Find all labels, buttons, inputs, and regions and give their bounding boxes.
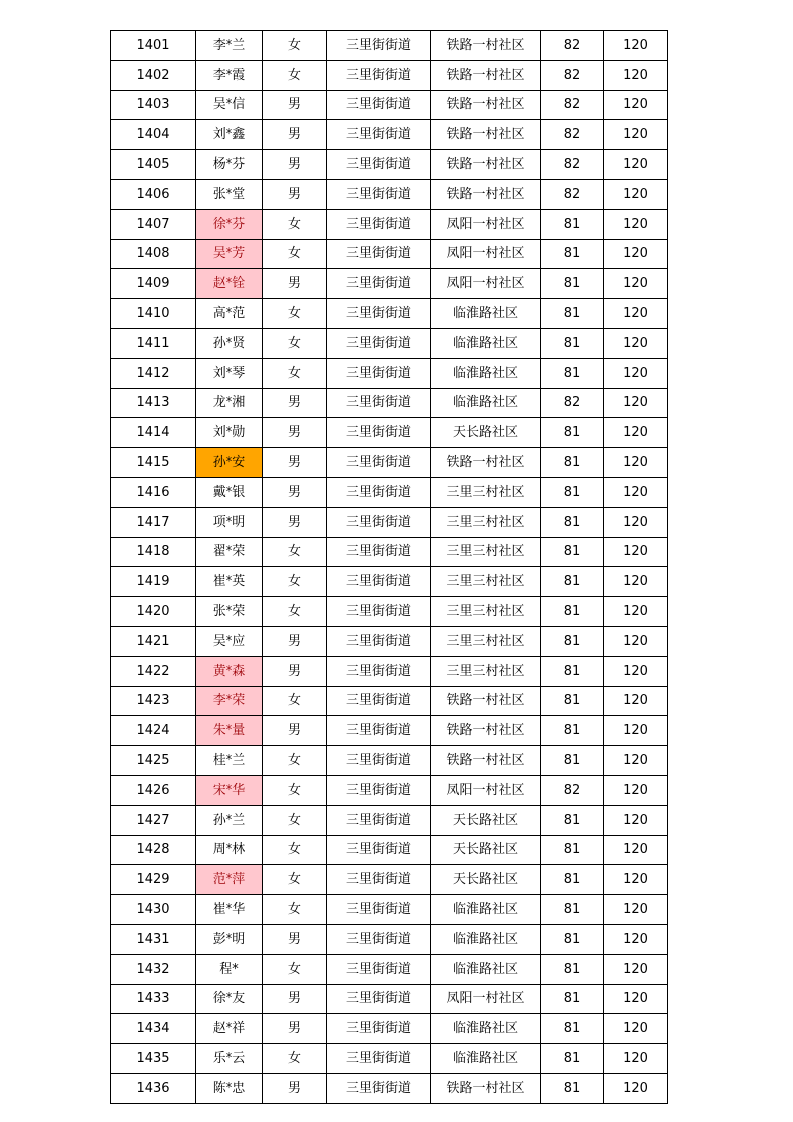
table-row [111, 984, 668, 1014]
table-row [111, 328, 668, 358]
street-cell: 三里街街道 [327, 299, 431, 329]
community-cell: 天长路社区 [431, 418, 541, 448]
table-row [111, 835, 668, 865]
name-cell: 徐*友 [196, 984, 263, 1014]
table-row [111, 746, 668, 776]
name-cell: 李*霞 [196, 60, 263, 90]
gender-cell: 女 [263, 328, 327, 358]
row-number-cell: 1431 [111, 924, 196, 954]
row-number-cell: 1419 [111, 567, 196, 597]
age-cell: 81 [541, 835, 604, 865]
amount-cell: 120 [604, 984, 668, 1014]
amount-cell: 120 [604, 209, 668, 239]
age-cell: 82 [541, 179, 604, 209]
row-number-cell: 1429 [111, 865, 196, 895]
age-cell: 81 [541, 746, 604, 776]
row-number-cell: 1405 [111, 150, 196, 180]
row-number-cell: 1404 [111, 120, 196, 150]
name-cell: 孙*贤 [196, 328, 263, 358]
street-cell: 三里街街道 [327, 656, 431, 686]
community-cell: 三里三村社区 [431, 537, 541, 567]
table-row [111, 448, 668, 478]
community-cell: 铁路一村社区 [431, 150, 541, 180]
row-number-cell: 1425 [111, 746, 196, 776]
gender-cell: 男 [263, 150, 327, 180]
community-cell: 三里三村社区 [431, 626, 541, 656]
table-row [111, 120, 668, 150]
street-cell: 三里街街道 [327, 954, 431, 984]
gender-cell: 女 [263, 31, 327, 61]
gender-cell: 女 [263, 537, 327, 567]
name-cell: 张*堂 [196, 179, 263, 209]
age-cell: 82 [541, 388, 604, 418]
amount-cell: 120 [604, 418, 668, 448]
table-row [111, 537, 668, 567]
street-cell: 三里街街道 [327, 835, 431, 865]
table-row [111, 567, 668, 597]
table-row [111, 507, 668, 537]
street-cell: 三里街街道 [327, 31, 431, 61]
table-row [111, 865, 668, 895]
gender-cell: 女 [263, 1044, 327, 1074]
table-row [111, 1014, 668, 1044]
amount-cell: 120 [604, 448, 668, 478]
street-cell: 三里街街道 [327, 120, 431, 150]
amount-cell: 120 [604, 150, 668, 180]
street-cell: 三里街街道 [327, 597, 431, 627]
age-cell: 81 [541, 269, 604, 299]
gender-cell: 女 [263, 567, 327, 597]
community-cell: 天长路社区 [431, 835, 541, 865]
community-cell: 铁路一村社区 [431, 1073, 541, 1103]
name-cell: 吴*信 [196, 90, 263, 120]
table-row [111, 954, 668, 984]
table-row [111, 805, 668, 835]
gender-cell: 男 [263, 120, 327, 150]
amount-cell: 120 [604, 90, 668, 120]
community-cell: 铁路一村社区 [431, 746, 541, 776]
street-cell: 三里街街道 [327, 507, 431, 537]
street-cell: 三里街街道 [327, 60, 431, 90]
gender-cell: 女 [263, 209, 327, 239]
age-cell: 81 [541, 656, 604, 686]
gender-cell: 男 [263, 924, 327, 954]
community-cell: 临淮路社区 [431, 924, 541, 954]
name-cell: 程* [196, 954, 263, 984]
community-cell: 铁路一村社区 [431, 90, 541, 120]
street-cell: 三里街街道 [327, 150, 431, 180]
table-row [111, 90, 668, 120]
table-row [111, 60, 668, 90]
name-cell: 刘*琴 [196, 358, 263, 388]
community-cell: 铁路一村社区 [431, 31, 541, 61]
name-cell: 吴*应 [196, 626, 263, 656]
gender-cell: 女 [263, 954, 327, 984]
row-number-cell: 1417 [111, 507, 196, 537]
table-row [111, 1044, 668, 1074]
community-cell: 凤阳一村社区 [431, 984, 541, 1014]
gender-cell: 女 [263, 835, 327, 865]
amount-cell: 120 [604, 865, 668, 895]
community-cell: 凤阳一村社区 [431, 775, 541, 805]
street-cell: 三里街街道 [327, 328, 431, 358]
amount-cell: 120 [604, 269, 668, 299]
amount-cell: 120 [604, 388, 668, 418]
name-cell: 周*林 [196, 835, 263, 865]
age-cell: 81 [541, 984, 604, 1014]
amount-cell: 120 [604, 537, 668, 567]
amount-cell: 120 [604, 954, 668, 984]
community-cell: 铁路一村社区 [431, 120, 541, 150]
row-number-cell: 1422 [111, 656, 196, 686]
table-row [111, 656, 668, 686]
street-cell: 三里街街道 [327, 1073, 431, 1103]
name-cell: 桂*兰 [196, 746, 263, 776]
row-number-cell: 1433 [111, 984, 196, 1014]
amount-cell: 120 [604, 477, 668, 507]
street-cell: 三里街街道 [327, 716, 431, 746]
age-cell: 81 [541, 239, 604, 269]
community-cell: 临淮路社区 [431, 1044, 541, 1074]
row-number-cell: 1406 [111, 179, 196, 209]
age-cell: 81 [541, 597, 604, 627]
age-cell: 81 [541, 537, 604, 567]
community-cell: 临淮路社区 [431, 895, 541, 925]
street-cell: 三里街街道 [327, 1044, 431, 1074]
age-cell: 81 [541, 507, 604, 537]
name-cell: 朱*量 [196, 716, 263, 746]
gender-cell: 女 [263, 895, 327, 925]
community-cell: 铁路一村社区 [431, 716, 541, 746]
table-row [111, 597, 668, 627]
street-cell: 三里街街道 [327, 686, 431, 716]
table-row [111, 299, 668, 329]
table-row [111, 179, 668, 209]
row-number-cell: 1424 [111, 716, 196, 746]
community-cell: 天长路社区 [431, 805, 541, 835]
amount-cell: 120 [604, 507, 668, 537]
gender-cell: 男 [263, 448, 327, 478]
street-cell: 三里街街道 [327, 626, 431, 656]
age-cell: 81 [541, 299, 604, 329]
street-cell: 三里街街道 [327, 358, 431, 388]
age-cell: 81 [541, 477, 604, 507]
row-number-cell: 1423 [111, 686, 196, 716]
street-cell: 三里街街道 [327, 567, 431, 597]
amount-cell: 120 [604, 1044, 668, 1074]
age-cell: 82 [541, 120, 604, 150]
table-row [111, 895, 668, 925]
name-cell: 范*萍 [196, 865, 263, 895]
name-cell: 戴*银 [196, 477, 263, 507]
community-cell: 临淮路社区 [431, 1014, 541, 1044]
gender-cell: 男 [263, 179, 327, 209]
street-cell: 三里街街道 [327, 865, 431, 895]
street-cell: 三里街街道 [327, 775, 431, 805]
row-number-cell: 1415 [111, 448, 196, 478]
name-cell: 翟*荣 [196, 537, 263, 567]
age-cell: 81 [541, 626, 604, 656]
table-row [111, 239, 668, 269]
gender-cell: 男 [263, 418, 327, 448]
gender-cell: 女 [263, 746, 327, 776]
table-row [111, 150, 668, 180]
row-number-cell: 1407 [111, 209, 196, 239]
community-cell: 天长路社区 [431, 865, 541, 895]
gender-cell: 男 [263, 388, 327, 418]
age-cell: 82 [541, 150, 604, 180]
table-row [111, 358, 668, 388]
name-cell: 赵*铨 [196, 269, 263, 299]
gender-cell: 男 [263, 1014, 327, 1044]
age-cell: 81 [541, 418, 604, 448]
table-row [111, 477, 668, 507]
gender-cell: 男 [263, 626, 327, 656]
row-number-cell: 1413 [111, 388, 196, 418]
gender-cell: 男 [263, 1073, 327, 1103]
name-cell: 刘*勋 [196, 418, 263, 448]
gender-cell: 女 [263, 60, 327, 90]
name-cell: 乐*云 [196, 1044, 263, 1074]
community-cell: 三里三村社区 [431, 656, 541, 686]
age-cell: 82 [541, 60, 604, 90]
street-cell: 三里街街道 [327, 477, 431, 507]
row-number-cell: 1435 [111, 1044, 196, 1074]
gender-cell: 男 [263, 507, 327, 537]
table-row [111, 209, 668, 239]
row-number-cell: 1434 [111, 1014, 196, 1044]
amount-cell: 120 [604, 179, 668, 209]
name-cell: 孙*兰 [196, 805, 263, 835]
amount-cell: 120 [604, 835, 668, 865]
row-number-cell: 1426 [111, 775, 196, 805]
community-cell: 三里三村社区 [431, 567, 541, 597]
gender-cell: 女 [263, 239, 327, 269]
age-cell: 81 [541, 895, 604, 925]
street-cell: 三里街街道 [327, 924, 431, 954]
age-cell: 81 [541, 954, 604, 984]
row-number-cell: 1412 [111, 358, 196, 388]
gender-cell: 男 [263, 90, 327, 120]
age-cell: 81 [541, 358, 604, 388]
community-cell: 凤阳一村社区 [431, 269, 541, 299]
street-cell: 三里街街道 [327, 388, 431, 418]
street-cell: 三里街街道 [327, 90, 431, 120]
age-cell: 81 [541, 686, 604, 716]
table-row [111, 716, 668, 746]
street-cell: 三里街街道 [327, 895, 431, 925]
community-cell: 临淮路社区 [431, 299, 541, 329]
community-cell: 临淮路社区 [431, 328, 541, 358]
street-cell: 三里街街道 [327, 239, 431, 269]
name-cell: 宋*华 [196, 775, 263, 805]
row-number-cell: 1420 [111, 597, 196, 627]
name-cell: 崔*英 [196, 567, 263, 597]
row-number-cell: 1418 [111, 537, 196, 567]
community-cell: 临淮路社区 [431, 358, 541, 388]
name-cell: 孙*安 [196, 448, 263, 478]
row-number-cell: 1403 [111, 90, 196, 120]
amount-cell: 120 [604, 299, 668, 329]
name-cell: 李*兰 [196, 31, 263, 61]
name-cell: 高*范 [196, 299, 263, 329]
name-cell: 崔*华 [196, 895, 263, 925]
amount-cell: 120 [604, 1014, 668, 1044]
street-cell: 三里街街道 [327, 1014, 431, 1044]
row-number-cell: 1436 [111, 1073, 196, 1103]
community-cell: 凤阳一村社区 [431, 239, 541, 269]
table-row [111, 418, 668, 448]
row-number-cell: 1421 [111, 626, 196, 656]
age-cell: 81 [541, 716, 604, 746]
table-row [111, 1073, 668, 1103]
row-number-cell: 1432 [111, 954, 196, 984]
community-cell: 临淮路社区 [431, 388, 541, 418]
amount-cell: 120 [604, 567, 668, 597]
age-cell: 81 [541, 805, 604, 835]
amount-cell: 120 [604, 597, 668, 627]
row-number-cell: 1416 [111, 477, 196, 507]
gender-cell: 女 [263, 597, 327, 627]
name-cell: 赵*祥 [196, 1014, 263, 1044]
age-cell: 81 [541, 1073, 604, 1103]
gender-cell: 男 [263, 656, 327, 686]
row-number-cell: 1427 [111, 805, 196, 835]
row-number-cell: 1409 [111, 269, 196, 299]
amount-cell: 120 [604, 31, 668, 61]
street-cell: 三里街街道 [327, 209, 431, 239]
row-number-cell: 1408 [111, 239, 196, 269]
row-number-cell: 1428 [111, 835, 196, 865]
gender-cell: 女 [263, 775, 327, 805]
table-row [111, 626, 668, 656]
name-cell: 彭*明 [196, 924, 263, 954]
community-cell: 铁路一村社区 [431, 60, 541, 90]
amount-cell: 120 [604, 1073, 668, 1103]
amount-cell: 120 [604, 358, 668, 388]
community-cell: 临淮路社区 [431, 954, 541, 984]
name-cell: 项*明 [196, 507, 263, 537]
gender-cell: 男 [263, 716, 327, 746]
table-row [111, 269, 668, 299]
age-cell: 82 [541, 90, 604, 120]
community-cell: 三里三村社区 [431, 597, 541, 627]
amount-cell: 120 [604, 746, 668, 776]
street-cell: 三里街街道 [327, 179, 431, 209]
community-cell: 铁路一村社区 [431, 448, 541, 478]
street-cell: 三里街街道 [327, 746, 431, 776]
age-cell: 82 [541, 775, 604, 805]
age-cell: 81 [541, 328, 604, 358]
community-cell: 三里三村社区 [431, 477, 541, 507]
age-cell: 81 [541, 865, 604, 895]
street-cell: 三里街街道 [327, 448, 431, 478]
age-cell: 81 [541, 209, 604, 239]
gender-cell: 女 [263, 805, 327, 835]
community-cell: 铁路一村社区 [431, 179, 541, 209]
amount-cell: 120 [604, 626, 668, 656]
subsidy-roster-table [110, 30, 668, 1104]
gender-cell: 女 [263, 299, 327, 329]
age-cell: 81 [541, 1044, 604, 1074]
row-number-cell: 1401 [111, 31, 196, 61]
amount-cell: 120 [604, 656, 668, 686]
row-number-cell: 1414 [111, 418, 196, 448]
name-cell: 陈*忠 [196, 1073, 263, 1103]
name-cell: 李*荣 [196, 686, 263, 716]
gender-cell: 男 [263, 477, 327, 507]
table-row [111, 31, 668, 61]
row-number-cell: 1402 [111, 60, 196, 90]
community-cell: 三里三村社区 [431, 507, 541, 537]
name-cell: 徐*芬 [196, 209, 263, 239]
amount-cell: 120 [604, 924, 668, 954]
age-cell: 81 [541, 1014, 604, 1044]
street-cell: 三里街街道 [327, 269, 431, 299]
amount-cell: 120 [604, 328, 668, 358]
gender-cell: 女 [263, 686, 327, 716]
row-number-cell: 1410 [111, 299, 196, 329]
name-cell: 黄*森 [196, 656, 263, 686]
amount-cell: 120 [604, 775, 668, 805]
name-cell: 刘*鑫 [196, 120, 263, 150]
gender-cell: 男 [263, 269, 327, 299]
row-number-cell: 1411 [111, 328, 196, 358]
gender-cell: 男 [263, 984, 327, 1014]
age-cell: 81 [541, 448, 604, 478]
age-cell: 81 [541, 924, 604, 954]
amount-cell: 120 [604, 120, 668, 150]
table-row [111, 686, 668, 716]
street-cell: 三里街街道 [327, 984, 431, 1014]
amount-cell: 120 [604, 716, 668, 746]
street-cell: 三里街街道 [327, 805, 431, 835]
gender-cell: 女 [263, 865, 327, 895]
amount-cell: 120 [604, 239, 668, 269]
amount-cell: 120 [604, 895, 668, 925]
community-cell: 铁路一村社区 [431, 686, 541, 716]
amount-cell: 120 [604, 686, 668, 716]
street-cell: 三里街街道 [327, 537, 431, 567]
amount-cell: 120 [604, 60, 668, 90]
table-body [111, 31, 668, 1104]
name-cell: 龙*湘 [196, 388, 263, 418]
table-row [111, 388, 668, 418]
name-cell: 张*荣 [196, 597, 263, 627]
row-number-cell: 1430 [111, 895, 196, 925]
name-cell: 吴*芳 [196, 239, 263, 269]
age-cell: 82 [541, 31, 604, 61]
community-cell: 凤阳一村社区 [431, 209, 541, 239]
table-row [111, 924, 668, 954]
name-cell: 杨*芬 [196, 150, 263, 180]
gender-cell: 女 [263, 358, 327, 388]
street-cell: 三里街街道 [327, 418, 431, 448]
table-row [111, 775, 668, 805]
amount-cell: 120 [604, 805, 668, 835]
age-cell: 81 [541, 567, 604, 597]
